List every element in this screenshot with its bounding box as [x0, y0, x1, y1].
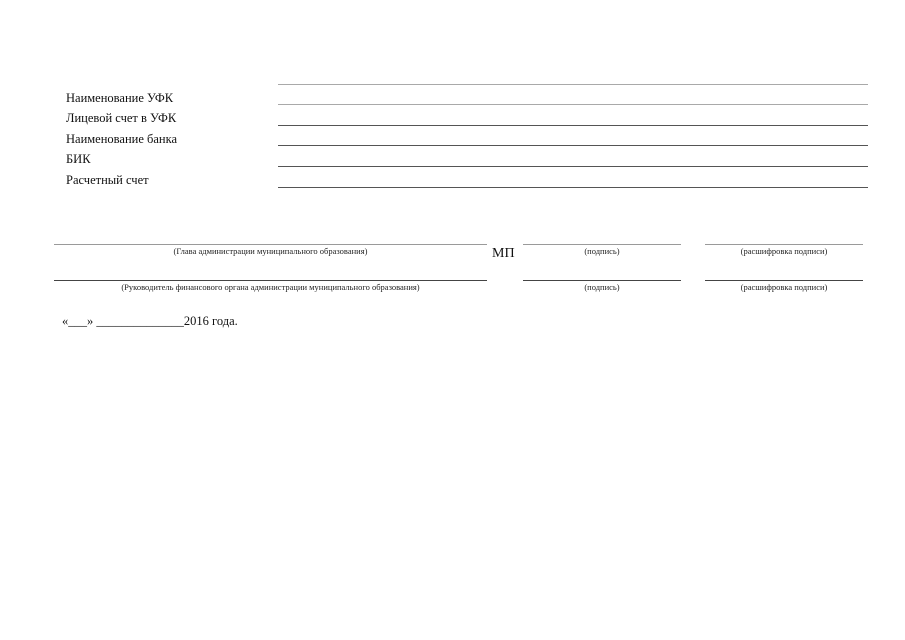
blank-line [278, 84, 868, 85]
ufk-account-label: Лицевой счет в УФК [66, 111, 177, 125]
finance-decoding-caption: (расшифровка подписи) [740, 282, 828, 292]
bik-line[interactable] [278, 166, 868, 167]
settlement-account-line[interactable] [278, 187, 868, 188]
head-signature-line[interactable] [523, 244, 681, 245]
finance-name-line[interactable] [54, 280, 487, 281]
bank-name-label: Наименование банка [66, 132, 178, 146]
finance-signature-line[interactable] [523, 280, 681, 281]
bank-name-line[interactable] [278, 145, 868, 146]
ufk-account-line[interactable] [278, 125, 868, 126]
head-signature-caption: (подпись) [584, 246, 620, 256]
finance-name-caption: (Руководитель финансового органа администрации муниципального образования) [121, 282, 420, 292]
head-decoding-line[interactable] [705, 244, 863, 245]
finance-decoding-line[interactable] [705, 280, 863, 281]
finance-signature-caption: (подпись) [584, 282, 620, 292]
settlement-account-label: Расчетный счет [66, 173, 149, 187]
head-name-caption: (Глава администрации муниципального образования) [173, 246, 368, 256]
head-name-line[interactable] [54, 244, 487, 245]
bik-label: БИК [66, 152, 91, 166]
stamp-place-label: МП [492, 246, 515, 261]
head-decoding-caption: (расшифровка подписи) [740, 246, 828, 256]
document-date[interactable]: «___» ______________2016 года. [62, 314, 238, 328]
ufk-name-line[interactable] [278, 104, 868, 105]
ufk-name-label: Наименование УФК [66, 91, 174, 105]
